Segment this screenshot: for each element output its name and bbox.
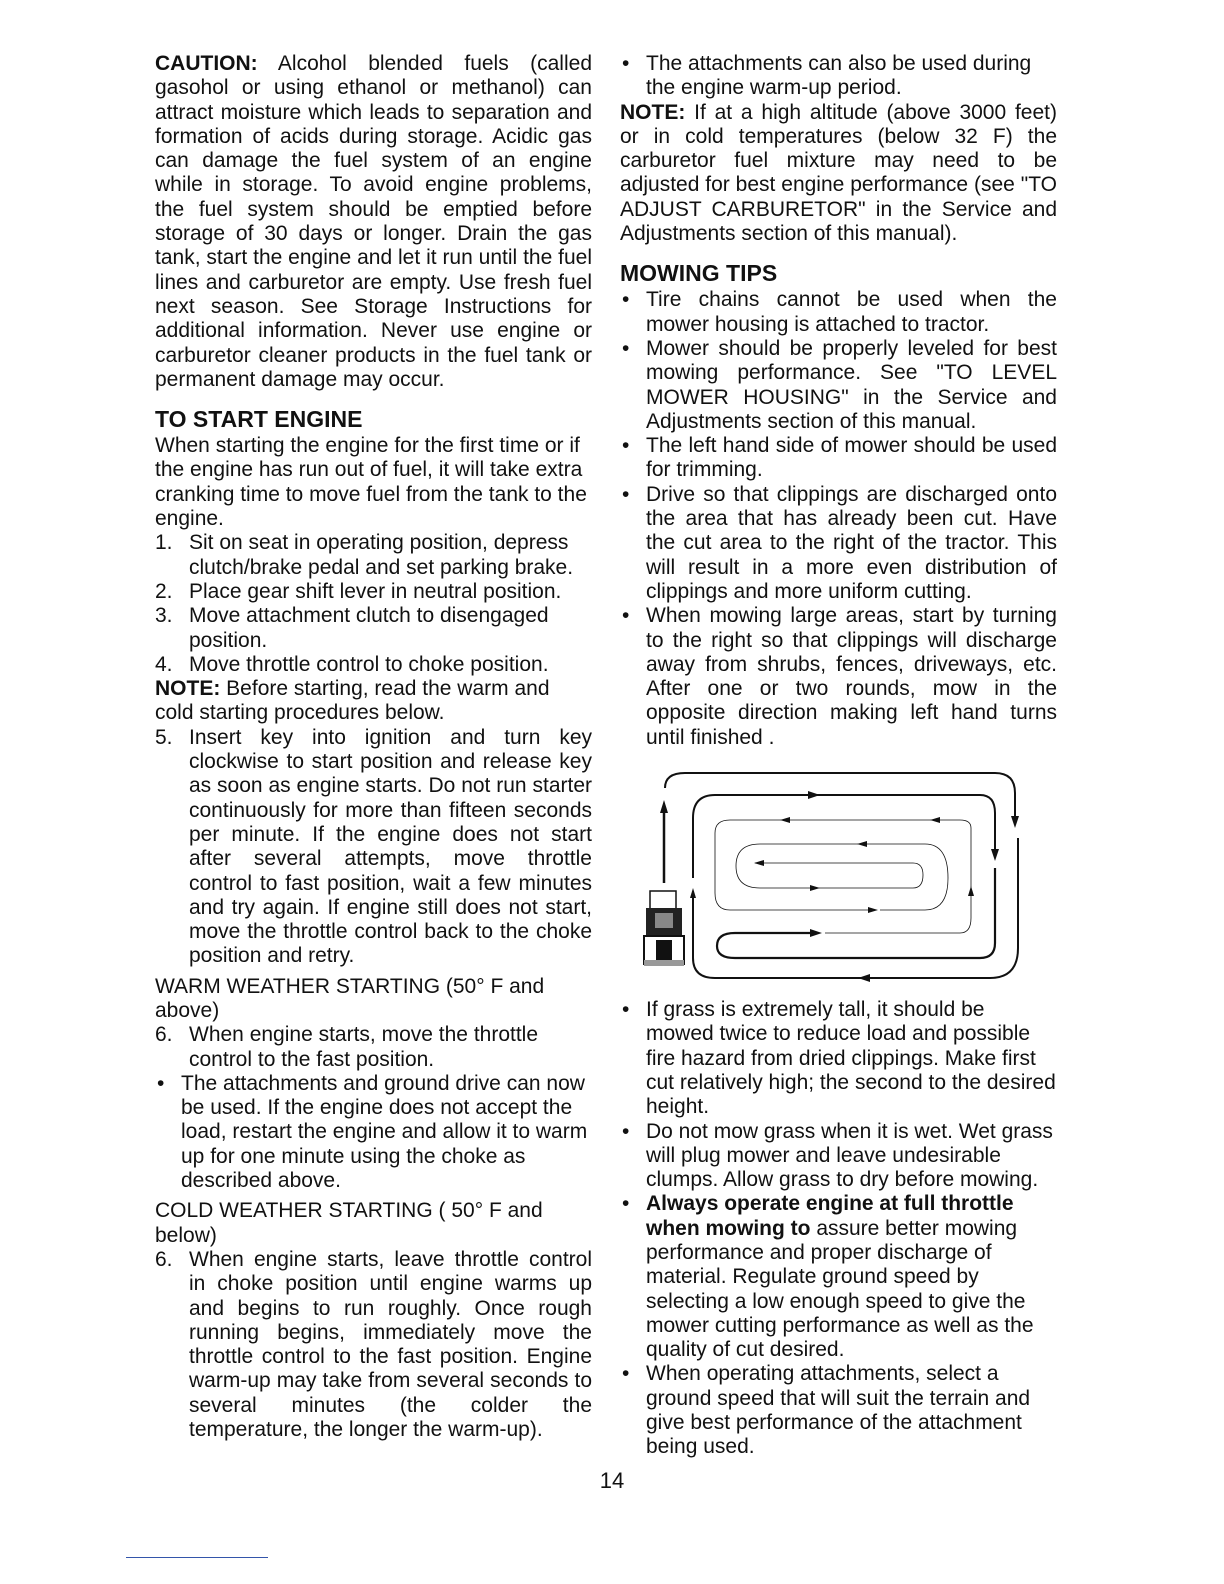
caution-text: Alcohol blended fuels (called gasohol or using ethanol or methanol) can attract moisture which leads to separation and formation of acids during storage. Acidic gas can damage the fuel system of an engine while in storage. To avoid engine problems, the fuel system should be emptied before storage of 30 days or longer. Drain the gas tank, start the engine and let it run until the fuel lines and carburetor are empty. Use fresh fuel next season. See Storage Instructions for additional information. Never use engine or carburetor cleaner products in the fuel tank or permanent damage may occur.	[155, 52, 592, 391]
caution-label: CAUTION:	[155, 52, 258, 75]
start-step	[155, 531, 592, 580]
start-engine-heading: TO START ENGINE	[155, 406, 363, 433]
bullet-icon: •	[622, 482, 630, 506]
mowing-tip	[620, 1192, 1057, 1362]
note-paragraph	[155, 677, 592, 726]
bullet-text: The attachments and ground drive can now be used. If the engine does not accept the load, restart the engine and allow it to warm up for one minute using the choke as described above.	[181, 1071, 588, 1193]
arrow-right-icon	[810, 885, 820, 891]
tip-text: The left hand side of mower should be used for trimming.	[646, 434, 1057, 482]
bullet-icon: •	[622, 336, 630, 360]
arrow-up-icon	[660, 800, 668, 813]
step-5	[155, 726, 592, 969]
step-text: Insert key into ignition and turn key clockwise to start position and release key as soon as engine starts. Do not run starter continuously for more than fifteen seconds per minute. If the engine does not start after several attempts, move throttle control to fast position, wait a few minutes and try again. If engine still does not start, move the throttle control back to the choke position and retry.	[189, 725, 592, 968]
step-number: 5.	[155, 725, 173, 749]
tip-body: assure better mowing performance and proper discharge of material. Regulate ground speed by selecting a low enough speed to give the mower cutting performance as well as the quality of cut desired.	[646, 1216, 1034, 1362]
left-column	[155, 52, 592, 1442]
bullet-icon: •	[622, 1362, 630, 1386]
arrow-right-icon	[810, 929, 822, 937]
step-text: Sit on seat in operating position, depress clutch/brake pedal and set parking brake.	[189, 531, 574, 579]
tip-text: Drive so that clippings are discharged onto the area that has already been cut. Have the cut area to the right of the tractor. This will result in a more even distribution of clippings and more uniform cutting.	[646, 482, 1057, 603]
bullet-icon: •	[622, 1192, 630, 1216]
tip-text	[646, 998, 1057, 1119]
mowing-tip	[620, 1120, 1057, 1193]
mowing-tip	[620, 434, 1057, 483]
tip-bold-text: Always operate engine at full throttle when mowing to	[646, 1192, 1014, 1240]
arrow-up-icon	[968, 886, 974, 896]
arrow-up-icon	[690, 888, 696, 898]
warm-heading: WARM WEATHER STARTING (50° F and above)	[155, 974, 545, 1022]
mowing-tips-heading: MOWING TIPS	[620, 260, 778, 287]
mowing-tip	[620, 998, 1057, 1119]
arrow-right-icon	[808, 791, 820, 799]
bullet-icon: •	[622, 604, 630, 628]
note-text: Before starting, read the warm and cold starting procedures below.	[155, 677, 550, 725]
footer-divider	[126, 1557, 268, 1558]
step-number: 6.	[155, 1023, 173, 1047]
start-step	[155, 653, 592, 677]
start-step	[155, 580, 592, 604]
arrow-left-icon	[857, 841, 867, 847]
step-text: Move throttle control to choke position.	[189, 652, 549, 676]
mowing-tips-list	[620, 288, 1057, 750]
mowing-tip	[620, 288, 1057, 337]
right-column	[620, 52, 1057, 1460]
tip-text	[646, 1362, 1057, 1459]
tip-body: Do not mow grass when it is wet. Wet grass will plug mower and leave undesirable clumps. Allow grass to dry before mowing.	[646, 1119, 1053, 1192]
tip-body: If grass is extremely tall, it should be mowed twice to reduce load and possible fire hazard from dried clippings. Make first cut relatively high; the second to the desired height.	[646, 998, 1056, 1119]
warm-step-6	[155, 1023, 592, 1072]
arrow-down-icon	[991, 849, 999, 861]
tip-text: Mower should be properly leveled for best mowing performance. See "TO LEVEL MOWER HOUSING" in the Service and Adjustments section of this manual.	[646, 336, 1057, 433]
mowing-tip	[620, 337, 1057, 434]
step-text: Move attachment clutch to disengaged position.	[189, 604, 549, 652]
tractor-icon	[644, 891, 684, 966]
arrow-left-icon	[754, 860, 764, 866]
note-label: NOTE:	[620, 100, 686, 124]
arrow-left-icon	[780, 817, 790, 823]
bullet-icon: •	[622, 998, 630, 1022]
bullet-icon: •	[622, 52, 630, 75]
mowing-tip	[620, 483, 1057, 604]
page-number: 14	[599, 1468, 625, 1493]
mowing-pattern-diagram	[620, 758, 1020, 988]
warm-bullet	[155, 1072, 592, 1193]
tip-body: When operating attachments, select a ground speed that will suit the terrain and give best performance of the attachment being used.	[646, 1362, 1031, 1459]
start-steps	[155, 531, 592, 677]
step-number: 6.	[155, 1247, 173, 1271]
caution-paragraph	[155, 52, 592, 392]
step-number: 1.	[155, 531, 173, 555]
tip-text	[646, 1120, 1057, 1193]
bullet-icon: •	[622, 288, 630, 312]
bullet-text: The attachments can also be used during the engine warm-up period.	[646, 52, 1032, 100]
step-text: When engine starts, leave throttle control in choke position until engine warms up and begins to run roughly. Once rough running begins, immediately move the throttle control to the fast position. Engine warm-up may take from several seconds to several minutes (the colder the temperature, the longer the warm-up).	[189, 1247, 592, 1442]
step-number: 4.	[155, 652, 173, 676]
attachments-bullet	[620, 52, 1057, 101]
bullet-icon: •	[157, 1071, 165, 1095]
note-text: If at a high altitude (above 3000 feet) or in cold temperatures (below 32 F) the carburetor fuel mixture may need to be adjusted for best engine performance (see "TO ADJUST CARBURETOR" in the Service and Adjustments section of this manual).	[620, 100, 1057, 246]
bullet-icon: •	[622, 1119, 630, 1143]
mowing-tip	[620, 1362, 1057, 1459]
step-number: 3.	[155, 604, 173, 628]
cold-heading: COLD WEATHER STARTING ( 50° F and below)	[155, 1199, 543, 1247]
bullet-icon: •	[622, 434, 630, 458]
arrow-left-icon	[858, 974, 870, 982]
arrow-down-icon	[1011, 816, 1019, 828]
start-step	[155, 604, 592, 653]
altitude-note	[620, 101, 1057, 247]
arrow-left-icon	[930, 817, 940, 823]
mowing-tips-list-2	[620, 998, 1057, 1460]
arrow-right-icon	[868, 907, 878, 913]
tip-text: Tire chains cannot be used when the mower housing is attached to tractor.	[646, 288, 1057, 336]
note-label: NOTE:	[155, 677, 221, 701]
cold-step-6	[155, 1248, 592, 1442]
mowing-tip	[620, 604, 1057, 750]
step-number: 2.	[155, 579, 173, 603]
step-text: When engine starts, move the throttle control to the fast position.	[189, 1023, 539, 1071]
step-text: Place gear shift lever in neutral position.	[189, 579, 562, 603]
tip-text: When mowing large areas, start by turning to the right so that clippings will discharge away from shrubs, fences, driveways, etc. After one or two rounds, mow in the opposite direction making left hand turns until finished .	[646, 604, 1057, 749]
tip-text	[646, 1192, 1057, 1362]
start-intro: When starting the engine for the first time or if the engine has run out of fuel, it will take extra cranking time to move fuel from the tank to the engine.	[155, 434, 587, 531]
